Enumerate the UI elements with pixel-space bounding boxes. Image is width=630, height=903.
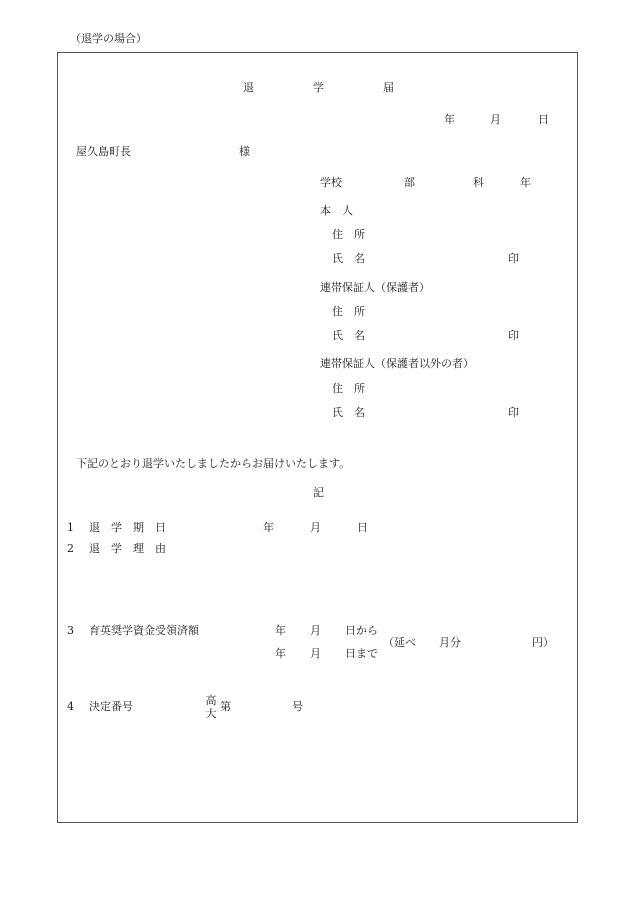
date-year-label: 年 xyxy=(444,113,455,126)
guarantor1-address-label: 住 所 xyxy=(332,305,365,318)
item4-label: 決定番号 xyxy=(89,700,133,713)
item1-month-label: 月 xyxy=(310,521,321,534)
item3-yen-label: 円） xyxy=(532,636,554,649)
school-course-label: 科 xyxy=(473,176,484,189)
item3-from-year: 年 xyxy=(275,624,286,637)
item1-day-label: 日 xyxy=(357,521,368,534)
item3-months-label: 月分 xyxy=(439,636,461,649)
guarantor2-address-label: 住 所 xyxy=(332,382,365,395)
item3-from-day: 日から xyxy=(345,624,378,637)
ki-label: 記 xyxy=(313,486,324,499)
item3-to-day: 日まで xyxy=(345,647,378,660)
item2-number: 2 xyxy=(67,542,74,555)
form-frame xyxy=(57,52,578,823)
declaration-text: 下記のとおり退学いたしましたからお届けいたします。 xyxy=(76,457,351,470)
addressee-name: 屋久島町長 xyxy=(76,145,131,158)
title-char-1: 退 xyxy=(243,81,254,94)
title-char-2: 学 xyxy=(313,81,324,94)
guarantor2-name-label: 氏 名 xyxy=(332,406,365,419)
item3-paren-open: （延べ xyxy=(383,636,416,649)
item1-year-label: 年 xyxy=(263,521,274,534)
item3-to-year: 年 xyxy=(275,647,286,660)
item4-kind-vertical: 高大 xyxy=(205,694,217,720)
student-name-label: 氏 名 xyxy=(332,252,365,265)
guarantor2-seal: 印 xyxy=(508,406,519,419)
title-char-3: 届 xyxy=(383,81,394,94)
guarantor2-header: 連帯保証人（保護者以外の者） xyxy=(320,357,474,370)
addressee-honorific: 様 xyxy=(239,145,250,158)
school-year-label: 年 xyxy=(520,176,531,189)
school-dept-label: 部 xyxy=(404,176,415,189)
guarantor1-seal: 印 xyxy=(508,329,519,342)
guarantor1-name-label: 氏 名 xyxy=(332,329,365,342)
item4-number: 4 xyxy=(67,700,74,713)
item4-dai-label: 第 xyxy=(220,700,231,713)
item3-number: 3 xyxy=(67,624,74,637)
date-month-label: 月 xyxy=(490,113,501,126)
item4-gou-label: 号 xyxy=(292,700,303,713)
item3-label: 育英奨学資金受領済額 xyxy=(89,624,199,637)
student-seal: 印 xyxy=(508,252,519,265)
school-label: 学校 xyxy=(320,176,342,189)
guarantor1-header: 連帯保証人（保護者） xyxy=(320,281,430,294)
student-address-label: 住 所 xyxy=(332,228,365,241)
item2-label: 退 学 理 由 xyxy=(89,542,166,555)
item1-label: 退 学 期 日 xyxy=(89,521,166,534)
item3-to-month: 月 xyxy=(310,647,321,660)
form-type-label: （退学の場合） xyxy=(70,32,147,45)
item1-number: 1 xyxy=(67,521,74,534)
student-header: 本 人 xyxy=(320,204,353,217)
date-day-label: 日 xyxy=(538,113,549,126)
item3-from-month: 月 xyxy=(310,624,321,637)
